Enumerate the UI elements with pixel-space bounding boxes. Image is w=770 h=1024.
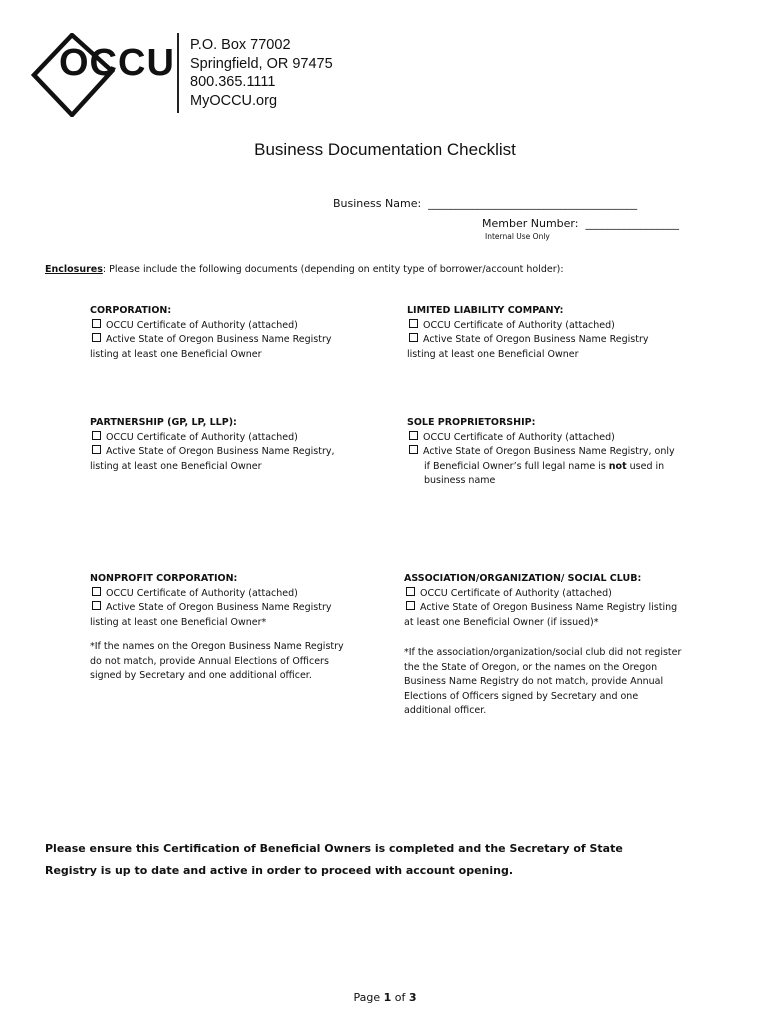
section-note: *If the association/organization/social club did not register the the State of Oregon, or the names on the Oregon Business Name Registry do not match, provide Annual Elections of Officers signed by Secretary and one additional officer. <box>404 647 682 716</box>
checkbox-icon[interactable] <box>92 587 101 596</box>
section-heading: SOLE PROPRIETORSHIP: <box>407 417 536 428</box>
completion-notice: Please ensure this Certification of Beneficial Owners is completed and the Secretary of State Registry is up to date and active in order to proceed with account opening. <box>45 842 623 877</box>
checkbox-icon[interactable] <box>92 601 101 610</box>
checklist-item[interactable]: Active State of Oregon Business Name Registry, <box>90 445 390 460</box>
checklist-item[interactable]: OCCU Certificate of Authority (attached) <box>90 587 390 602</box>
checkbox-icon[interactable] <box>92 319 101 328</box>
section-note: *If the names on the Oregon Business Name Registry do not match, provide Annual Elections of Officers signed by Secretary and one additional officer. <box>90 641 344 681</box>
checklist-item[interactable]: Active State of Oregon Business Name Registry listing <box>404 601 704 616</box>
address-phone: 800.365.1111 <box>190 74 276 90</box>
item-continuation: at least one Beneficial Owner (if issued)* <box>404 616 599 628</box>
page-title: Business Documentation Checklist <box>254 140 516 159</box>
item-continuation: if Beneficial Owner’s full legal name is not used in <box>424 460 665 472</box>
header-divider <box>177 33 179 113</box>
checklist-item[interactable]: Active State of Oregon Business Name Registry <box>407 333 707 348</box>
enclosures-label: Enclosures <box>45 264 103 275</box>
section-corporation <box>90 304 390 362</box>
checklist-item[interactable]: OCCU Certificate of Authority (attached) <box>90 431 390 446</box>
item-continuation: listing at least one Beneficial Owner <box>90 460 262 472</box>
section-heading: LIMITED LIABILITY COMPANY: <box>407 305 564 316</box>
business-name-blank[interactable]: ______________________________________ <box>428 197 638 210</box>
address-city: Springfield, OR 97475 <box>190 55 333 72</box>
section-nonprofit <box>90 572 390 684</box>
section-heading: PARTNERSHIP (GP, LP, LLP): <box>90 417 237 428</box>
checklist-item[interactable]: Active State of Oregon Business Name Registry <box>90 333 390 348</box>
member-number-label: Member Number: <box>482 217 579 230</box>
section-association <box>404 572 704 719</box>
enclosures-line <box>45 264 564 275</box>
business-name-field[interactable] <box>333 197 637 210</box>
member-number-field[interactable] <box>482 217 679 230</box>
checkbox-icon[interactable] <box>406 601 415 610</box>
section-sole-proprietorship <box>407 416 707 489</box>
checkbox-icon[interactable] <box>406 587 415 596</box>
checkbox-icon[interactable] <box>409 319 418 328</box>
item-continuation: listing at least one Beneficial Owner <box>407 348 579 360</box>
checklist-item[interactable]: OCCU Certificate of Authority (attached) <box>407 319 707 334</box>
item-continuation-2: business name <box>424 475 496 486</box>
section-heading: CORPORATION: <box>90 305 172 316</box>
checkbox-icon[interactable] <box>92 333 101 342</box>
address-website[interactable]: MyOCCU.org <box>190 92 278 109</box>
item-continuation: listing at least one Beneficial Owner* <box>90 616 267 628</box>
business-name-label: Business Name: <box>333 197 422 210</box>
section-heading: NONPROFIT CORPORATION: <box>90 573 238 584</box>
checkbox-icon[interactable] <box>409 445 418 454</box>
checklist-item[interactable]: Active State of Oregon Business Name Registry, only <box>407 445 707 460</box>
logo-text: OCCU <box>59 42 175 84</box>
section-llc <box>407 304 707 362</box>
checkbox-icon[interactable] <box>92 431 101 440</box>
member-number-blank[interactable]: _________________ <box>585 217 679 230</box>
checkbox-icon[interactable] <box>92 445 101 454</box>
checkbox-icon[interactable] <box>409 333 418 342</box>
checklist-item[interactable]: Active State of Oregon Business Name Registry <box>90 601 390 616</box>
address-po-box: P.O. Box 77002 <box>190 37 291 53</box>
enclosures-text: : Please include the following documents (depending on entity type of borrower/account holder): <box>102 264 564 275</box>
checklist-item[interactable]: OCCU Certificate of Authority (attached) <box>407 431 707 446</box>
section-partnership <box>90 416 390 474</box>
checklist-item[interactable]: OCCU Certificate of Authority (attached) <box>90 319 390 334</box>
section-heading: ASSOCIATION/ORGANIZATION/ SOCIAL CLUB: <box>404 573 642 584</box>
item-continuation: listing at least one Beneficial Owner <box>90 348 262 360</box>
checkbox-icon[interactable] <box>409 431 418 440</box>
page-number: Page 1 of 3 <box>353 991 417 1004</box>
internal-use-note: Internal Use Only <box>485 232 550 241</box>
checklist-item[interactable]: OCCU Certificate of Authority (attached) <box>404 587 704 602</box>
address-block <box>190 36 333 110</box>
